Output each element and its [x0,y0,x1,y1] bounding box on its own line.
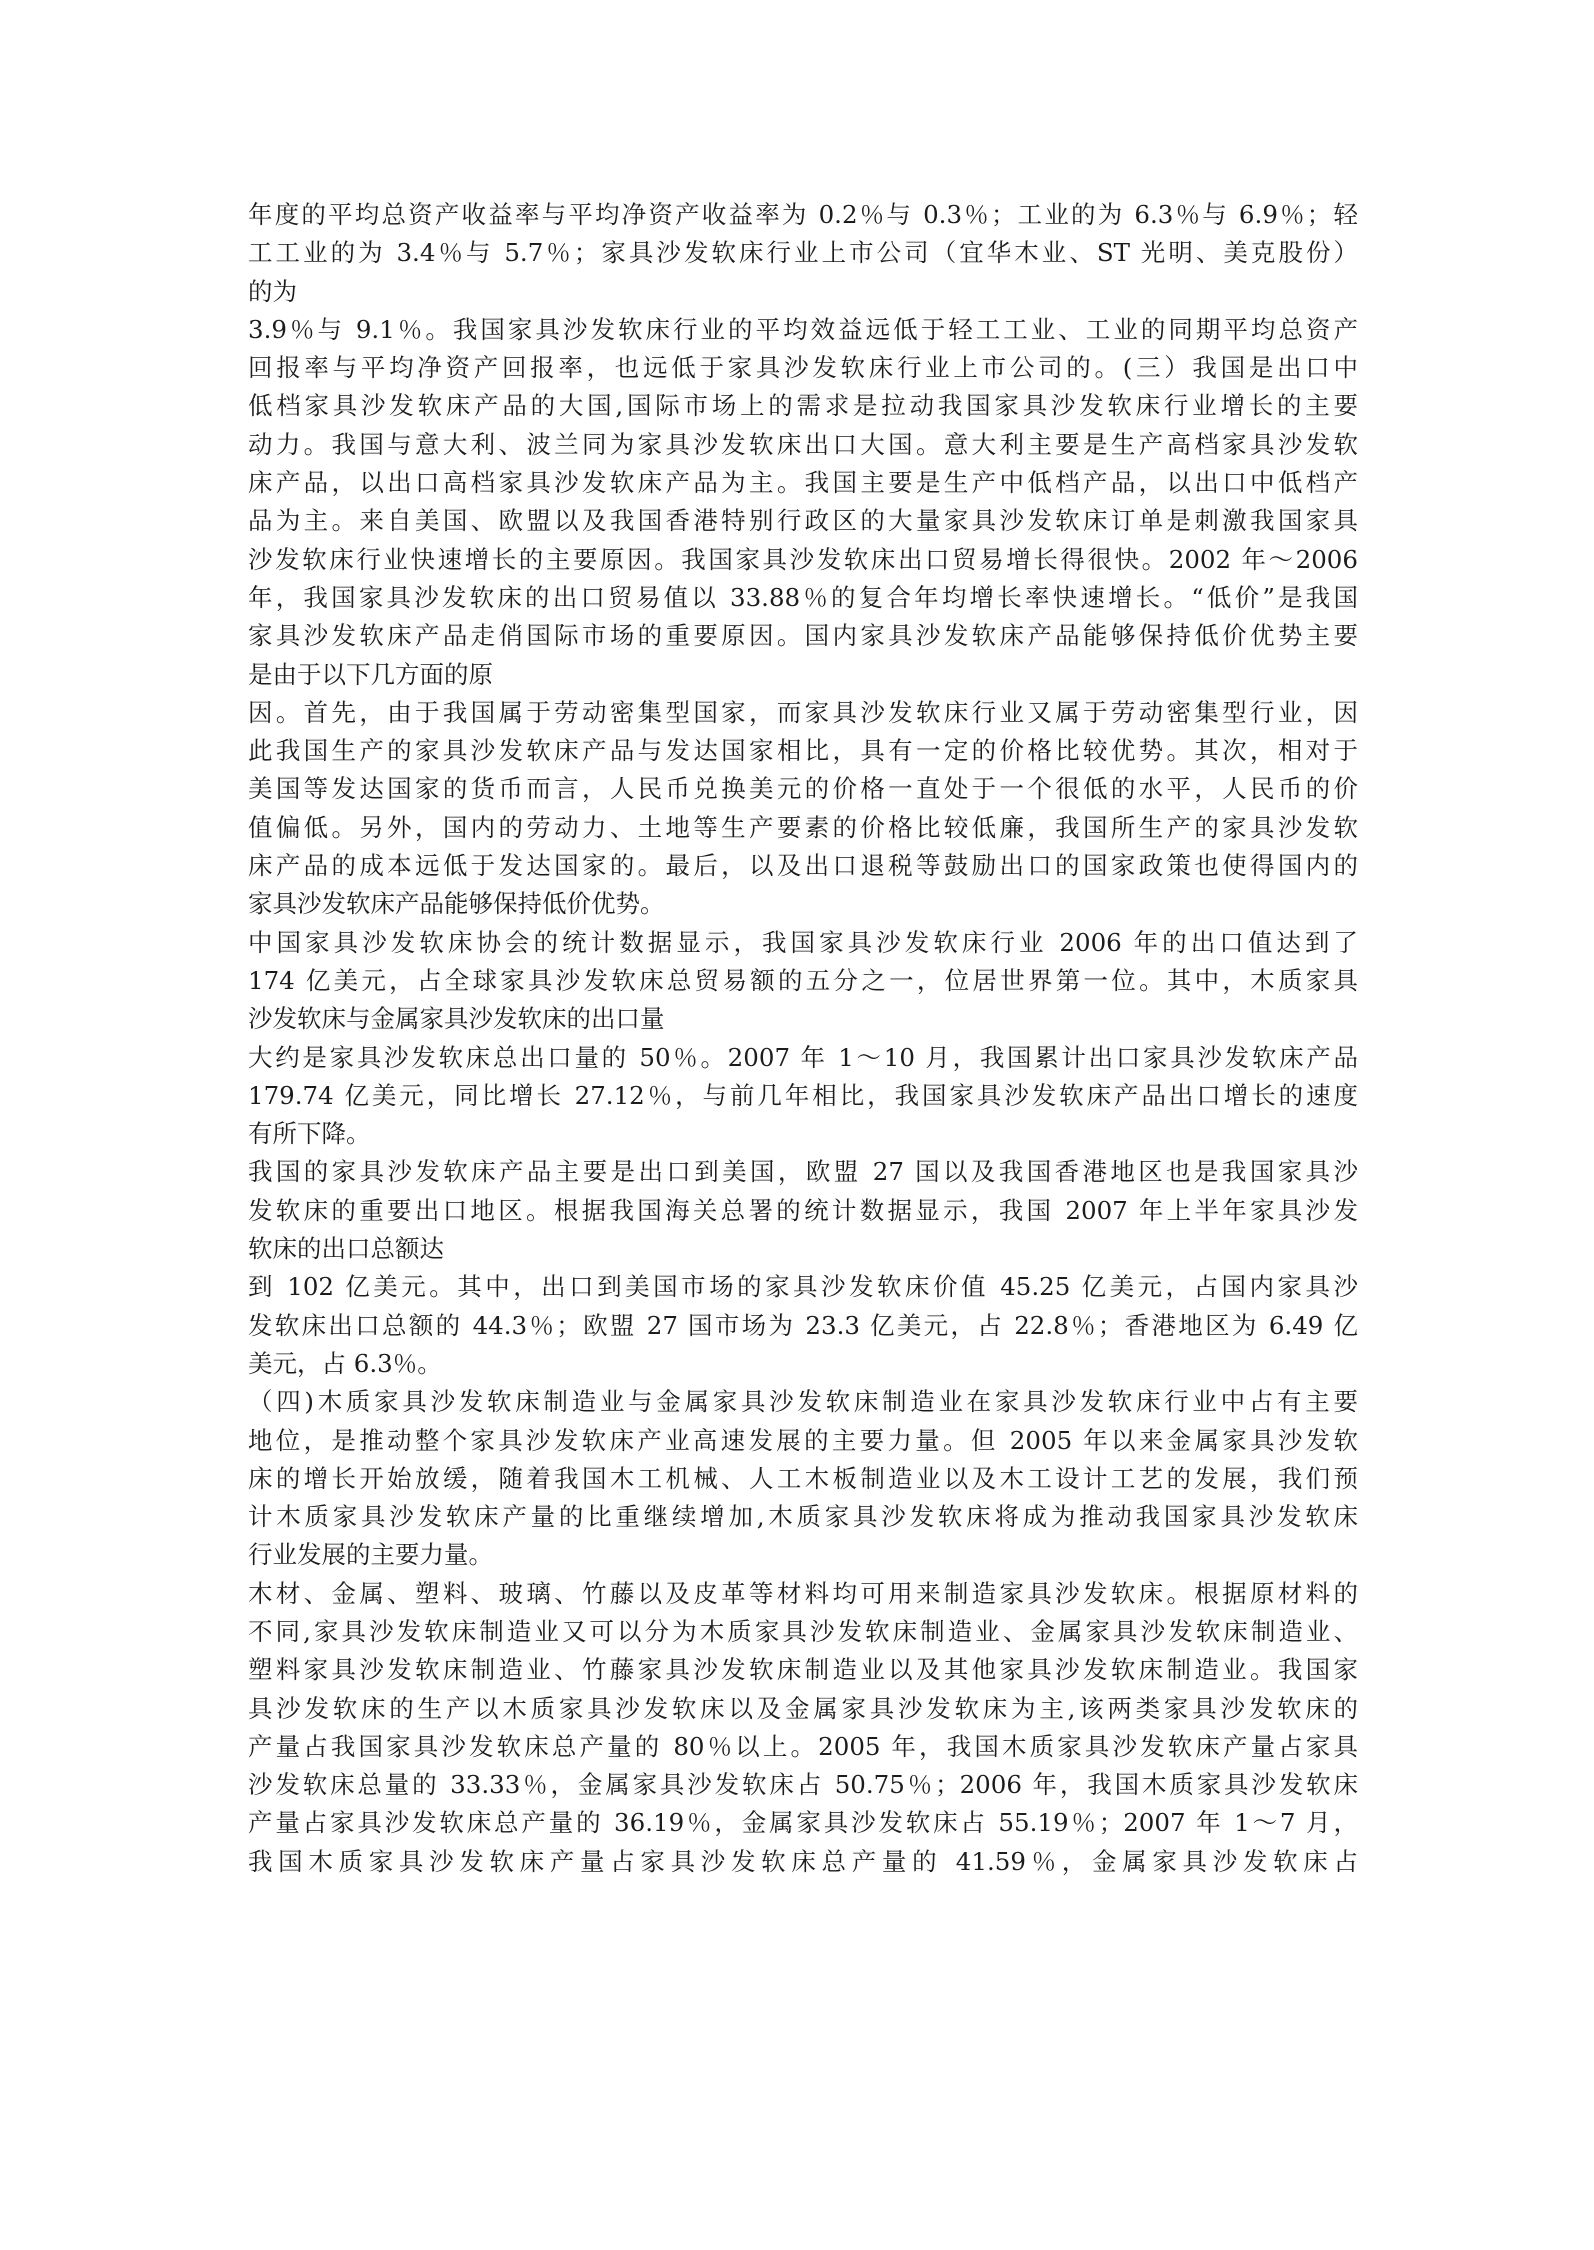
text-line: 行业发展的主要力量。 [248,1540,493,1570]
text-line: 计木质家具沙发软床产量的比重继续增加,木质家具沙发软床将成为推动我国家具沙发软床 [248,1502,1358,1532]
text-line: 174 亿美元，占全球家具沙发软床总贸易额的五分之一，位居世界第一位。其中，木质家具 [248,965,1358,995]
text-line: 我国的家具沙发软床产品主要是出口到美国，欧盟 27 国以及我国香港地区也是我国家具沙 [248,1157,1358,1187]
text-line: 低档家具沙发软床产品的大国,国际市场上的需求是拉动我国家具沙发软床行业增长的主要 [248,391,1358,421]
text-line: 有所下降。 [248,1119,371,1149]
text-line: 产量占我国家具沙发软床总产量的 80％以上。2005 年，我国木质家具沙发软床产量占家具 [248,1731,1358,1761]
text-line: 床产品的成本远低于发达国家的。最后，以及出口退税等鼓励出口的国家政策也使得国内的 [248,851,1358,881]
text-line: 沙发软床与金属家具沙发软床的出口量 [248,1004,665,1034]
text-line: 大约是家具沙发软床总出口量的 50％。2007 年 1～10 月，我国累计出口家具沙发软床产品 [248,1042,1358,1072]
text-line: 具沙发软床的生产以木质家具沙发软床以及金属家具沙发软床为主,该两类家具沙发软床的 [248,1693,1358,1723]
text-line: 动力。我国与意大利、波兰同为家具沙发软床出口大国。意大利主要是生产高档家具沙发软 [248,429,1358,459]
text-line: 因。首先，由于我国属于劳动密集型国家，而家具沙发软床行业又属于劳动密集型行业，因 [248,697,1358,727]
text-line: 年度的平均总资产收益率与平均净资产收益率为 0.2％与 0.3％；工业的为 6.3％与 6.9％；轻 [248,200,1358,229]
text-line: 是由于以下几方面的原 [248,659,493,689]
text-line: 塑料家具沙发软床制造业、竹藤家具沙发软床制造业以及其他家具沙发软床制造业。我国家 [248,1655,1358,1685]
text-line: 到 102 亿美元。其中，出口到美国市场的家具沙发软床价值 45.25 亿美元，占国内家具沙 [248,1272,1358,1302]
text-line: 产量占家具沙发软床总产量的 36.19％，金属家具沙发软床占 55.19％；2007 年 1～7 月， [248,1808,1358,1838]
body-text [248,196,1358,1881]
text-line: 地位，是推动整个家具沙发软床产业高速发展的主要力量。但 2005 年以来金属家具沙发软 [248,1425,1358,1455]
text-line: 软床的出口总额达 [248,1234,444,1264]
text-line: 美元，占 6.3％。 [248,1348,442,1378]
text-line: 值偏低。另外，国内的劳动力、土地等生产要素的价格比较低廉，我国所生产的家具沙发软 [248,812,1358,842]
text-line: 家具沙发软床产品能够保持低价优势。 [248,889,665,919]
text-line: 3.9％与 9.1％。我国家具沙发软床行业的平均效益远低于轻工工业、工业的同期平均总资产 [248,314,1358,344]
text-line: 品为主。来自美国、欧盟以及我国香港特别行政区的大量家具沙发软床订单是刺激我国家具 [248,506,1358,536]
text-line: 木材、金属、塑料、玻璃、竹藤以及皮革等材料均可用来制造家具沙发软床。根据原材料的 [248,1578,1358,1608]
text-line: 工工业的为 3.4％与 5.7％；家具沙发软床行业上市公司（宜华木业、ST 光明、美克股份） [248,238,1358,268]
text-line: 发软床的重要出口地区。根据我国海关总署的统计数据显示，我国 2007 年上半年家具沙发 [248,1195,1358,1225]
text-line: 的为 [248,276,297,306]
text-line: 沙发软床行业快速增长的主要原因。我国家具沙发软床出口贸易增长得很快。2002 年～2006 [248,544,1358,574]
text-line: （四)木质家具沙发软床制造业与金属家具沙发软床制造业在家具沙发软床行业中占有主要 [248,1387,1358,1417]
text-line: 此我国生产的家具沙发软床产品与发达国家相比，具有一定的价格比较优势。其次，相对于 [248,736,1358,766]
text-line: 美国等发达国家的货币而言，人民币兑换美元的价格一直处于一个很低的水平，人民币的价 [248,774,1358,804]
text-line: 床产品，以出口高档家具沙发软床产品为主。我国主要是生产中低档产品，以出口中低档产 [248,468,1358,498]
text-line: 床的增长开始放缓，随着我国木工机械、人工木板制造业以及木工设计工艺的发展，我们预 [248,1463,1358,1493]
text-line: 年，我国家具沙发软床的出口贸易值以 33.88％的复合年均增长率快速增长。“低价”是我国 [248,582,1358,612]
text-line: 179.74 亿美元，同比增长 27.12％，与前几年相比，我国家具沙发软床产品出口增长的速度 [248,1080,1358,1110]
text-line: 不同,家具沙发软床制造业又可以分为木质家具沙发软床制造业、金属家具沙发软床制造业、 [248,1616,1358,1646]
text-line: 家具沙发软床产品走俏国际市场的重要原因。国内家具沙发软床产品能够保持低价优势主要 [248,621,1358,651]
text-line: 我国木质家具沙发软床产量占家具沙发软床总产量的 41.59％，金属家具沙发软床占 [248,1846,1358,1876]
text-line: 中国家具沙发软床协会的统计数据显示，我国家具沙发软床行业 2006 年的出口值达到了 [248,927,1358,957]
text-line: 发软床出口总额的 44.3％；欧盟 27 国市场为 23.3 亿美元，占 22.8％；香港地区为 6.49 亿 [248,1310,1358,1340]
text-line: 沙发软床总量的 33.33％，金属家具沙发软床占 50.75％；2006 年，我国木质家具沙发软床 [248,1770,1358,1800]
text-line: 回报率与平均净资产回报率，也远低于家具沙发软床行业上市公司的。(三）我国是出口中 [248,353,1358,383]
